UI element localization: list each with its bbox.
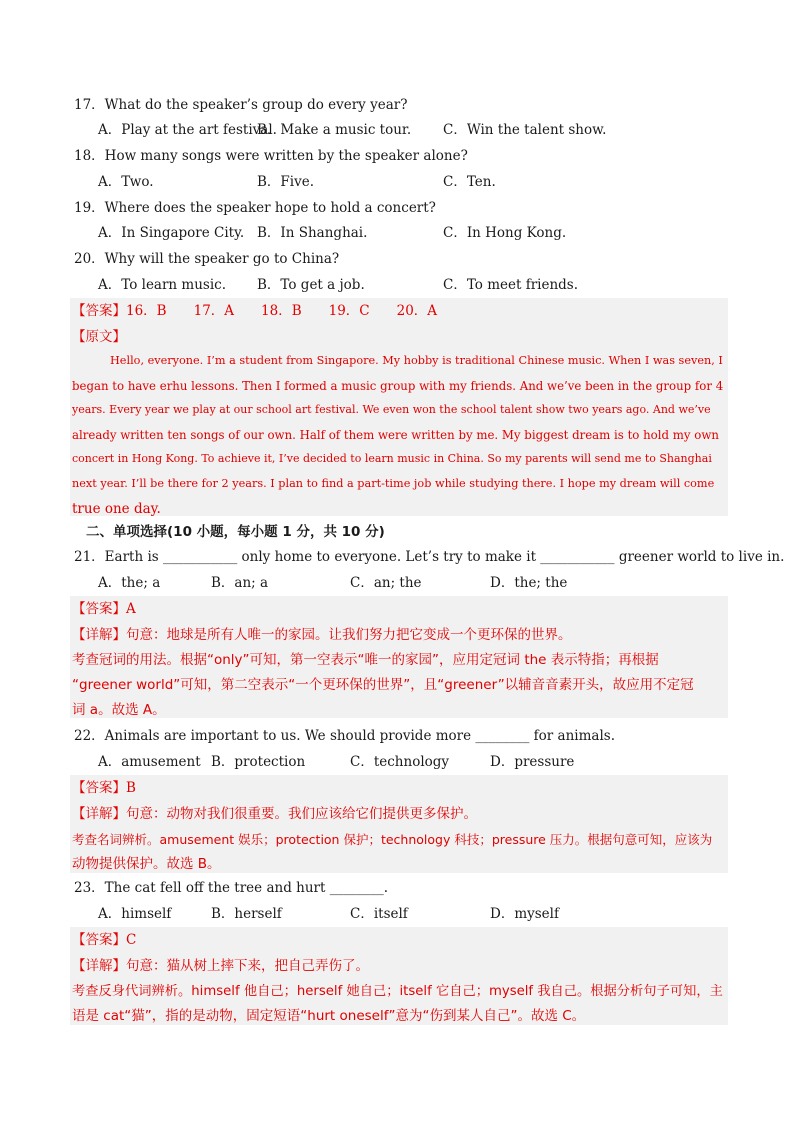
q22-detail <box>72 802 724 877</box>
detail-line <box>72 623 724 648</box>
detail-line: 词 a。故选 A。 <box>72 702 166 718</box>
q18-option-b: B．Five. <box>257 174 315 190</box>
q17-option-c: C．Win the talent show. <box>443 122 607 138</box>
question-22-stem: 22．Animals are important to us. We should provide more ________ for animals. <box>74 728 615 744</box>
detail-line: 考查反身代词辨析。himself 他自己；herself 她自己；itself 它自己；myself 我自己。根据分析句子可知，主 <box>72 984 723 999</box>
q22-option-d: D．pressure <box>490 754 575 770</box>
q21-answer <box>72 599 136 619</box>
q23-option-b: B．herself <box>211 906 282 922</box>
question-23-stem: 23．The cat fell off the tree and hurt ________. <box>74 880 388 896</box>
answer-tag: 【答案】 <box>72 303 126 319</box>
q18-option-a: A．Two. <box>98 174 154 190</box>
detail-text: 句意：地球是所有人唯一的家园。让我们努力把它变成一个更环保的世界。 <box>126 627 572 643</box>
detail-line <box>72 802 724 827</box>
question-17-stem: 17．What do the speaker’s group do every year? <box>74 97 408 113</box>
q23-option-d: D．myself <box>490 906 559 922</box>
q20-option-c: C．To meet friends. <box>443 277 579 293</box>
q20-option-b: B．To get a job. <box>257 277 365 293</box>
detail-line: 语是 cat“猫”，指的是动物，固定短语“hurt oneself”意为“伤到某人自己”。故选 C。 <box>72 1008 586 1024</box>
q23-option-c: C．itself <box>350 906 408 922</box>
answer-tag: 【答案】 <box>72 601 126 617</box>
q22-option-a: A．amusement <box>98 754 201 770</box>
transcript-line: concert in Hong Kong. To achieve it, I’ve decided to learn music in China. So my parents will send me to Shanghai <box>72 452 712 466</box>
q21-option-c: C．an; the <box>350 575 422 591</box>
transcript-line: true one day. <box>72 500 161 517</box>
listening-answer <box>72 301 437 321</box>
q23-detail <box>72 954 724 1029</box>
question-19-stem: 19．Where does the speaker hope to hold a concert? <box>74 200 436 216</box>
detail-tag: 【详解】 <box>72 806 126 822</box>
transcript-line: Hello, everyone. I’m a student from Singapore. My hobby is traditional Chinese music. When I was seven, I <box>110 354 723 367</box>
detail-text: 句意：动物对我们很重要。我们应该给它们提供更多保护。 <box>126 806 477 822</box>
question-20-stem: 20．Why will the speaker go to China? <box>74 251 340 267</box>
detail-line: “greener world”可知，第二空表示“一个更环保的世界”，且“greener”以辅音音素开头，故应用不定冠 <box>72 677 694 693</box>
detail-line: 考查名词辨析。amusement 娱乐；protection 保护；technology 科技；pressure 压力。根据句意可知，应该为 <box>72 832 713 847</box>
q21-option-d: D．the; the <box>490 575 568 591</box>
answer-tag: 【答案】 <box>72 932 126 948</box>
q21-option-a: A．the; a <box>98 575 161 591</box>
question-18-stem: 18．How many songs were written by the speaker alone? <box>74 148 468 164</box>
transcript-line: began to have erhu lessons. Then I formed a music group with my friends. And we’ve been in the group for 4 <box>72 378 724 393</box>
transcript-line: years. Every year we play at our school art festival. We even won the school talent show two years ago. And we’ve <box>72 403 711 417</box>
q20-option-a: A．To learn music. <box>98 277 227 293</box>
detail-line <box>72 954 724 979</box>
transcript <box>72 349 724 521</box>
q23-option-a: A．himself <box>98 906 172 922</box>
detail-text: 句意：猫从树上摔下来，把自己弄伤了。 <box>126 958 369 974</box>
answer-letter: B <box>126 780 136 796</box>
section-heading: 二、单项选择(10 小题，每小题 1 分，共 10 分) <box>86 524 385 540</box>
answer-letter: A <box>126 601 136 617</box>
q19-option-c: C．In Hong Kong. <box>443 225 567 241</box>
transcript-line: next year. I’ll be there for 2 years. I plan to find a part-time job while studying there. I hope my dream will come <box>72 476 715 490</box>
q22-option-b: B．protection <box>211 754 306 770</box>
q22-option-c: C．technology <box>350 754 450 770</box>
detail-tag: 【详解】 <box>72 958 126 974</box>
q23-answer <box>72 930 136 950</box>
detail-line: 动物提供保护。故选 B。 <box>72 856 221 872</box>
answer-tag: 【答案】 <box>72 780 126 796</box>
answer-text: 16．B 17．A 18．B 19．C 20．A <box>126 303 438 319</box>
q18-option-c: C．Ten. <box>443 174 496 190</box>
transcript-line: already written ten songs of our own. Half of them were written by me. My biggest dream is to hold my own <box>72 427 719 442</box>
q17-option-b: B．Make a music tour. <box>257 122 412 138</box>
question-21-stem: 21．Earth is ___________ only home to everyone. Let’s try to make it ___________ greener world to live in. <box>74 549 785 565</box>
transcript-tag: 【原文】 <box>72 329 126 345</box>
detail-tag: 【详解】 <box>72 627 126 643</box>
q19-option-a: A．In Singapore City. <box>98 225 245 241</box>
q22-answer <box>72 778 136 798</box>
answer-letter: C <box>126 932 137 948</box>
q21-option-b: B．an; a <box>211 575 269 591</box>
q19-option-b: B．In Shanghai. <box>257 225 368 241</box>
detail-line: 考查冠词的用法。根据“only”可知，第一空表示“唯一的家园”，应用定冠词 the 表示特指；再根据 <box>72 652 659 668</box>
q17-option-a: A．Play at the art festival. <box>98 122 277 138</box>
q21-detail <box>72 623 724 723</box>
